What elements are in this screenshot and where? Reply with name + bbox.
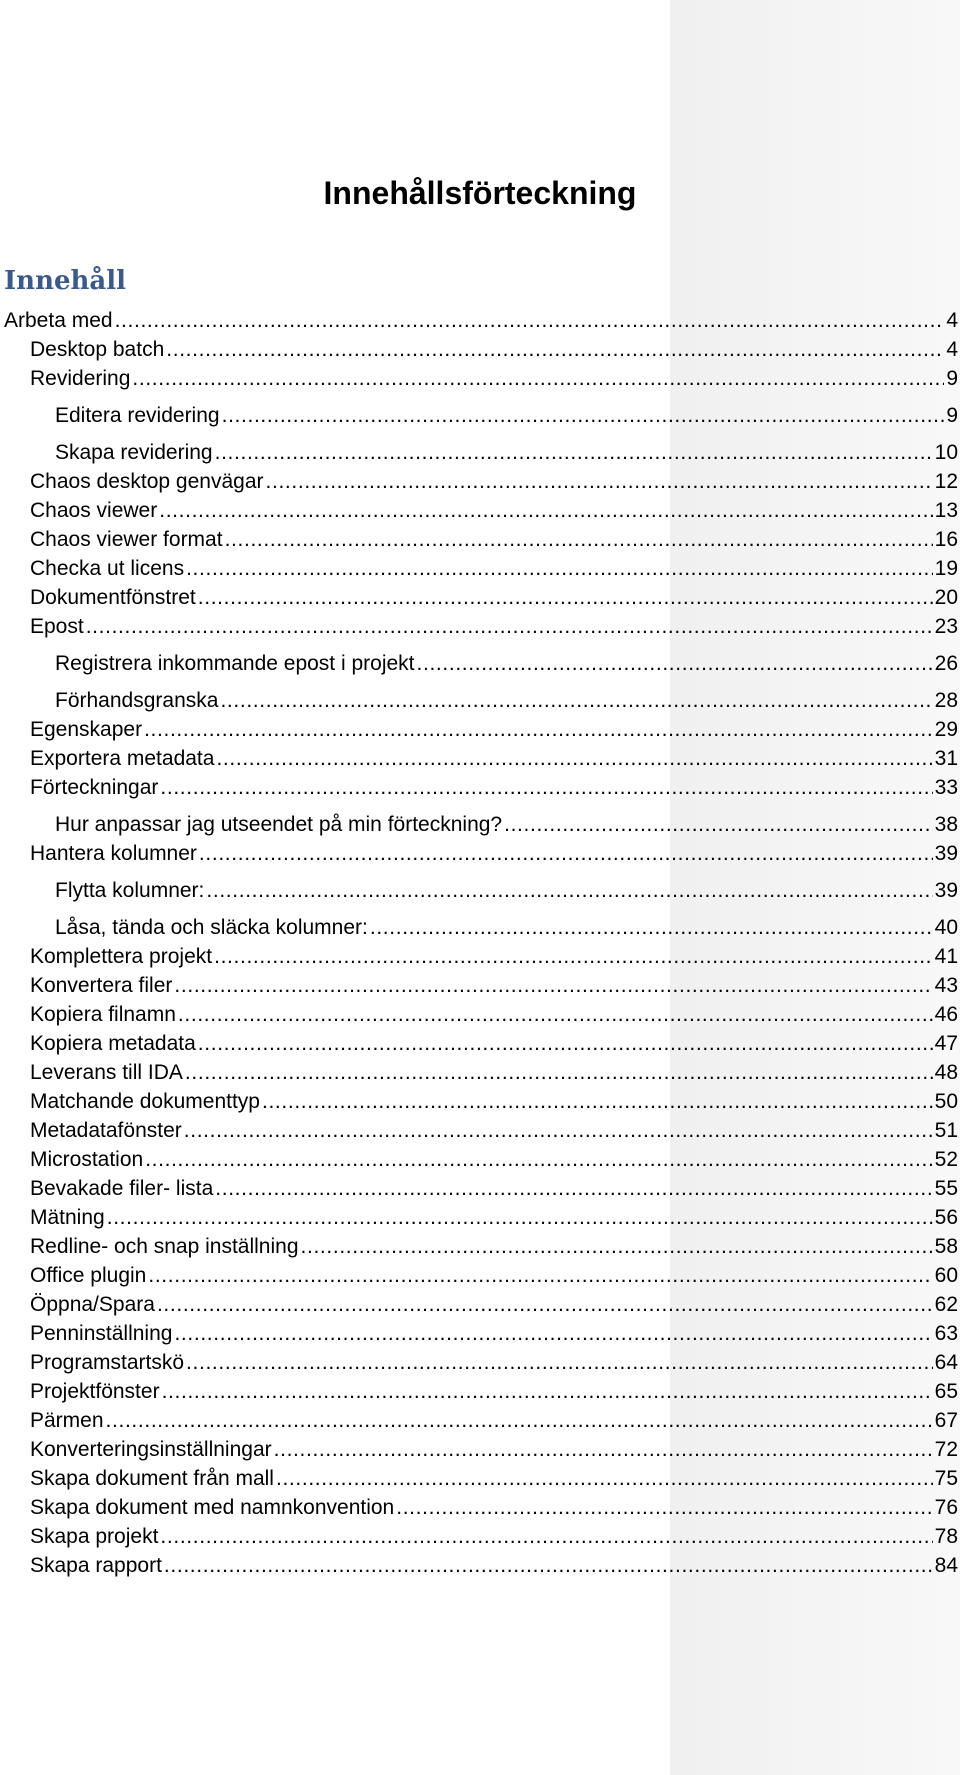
dot-leader xyxy=(370,915,933,941)
toc-entry[interactable] xyxy=(0,838,960,867)
dot-leader xyxy=(160,1524,932,1550)
toc-entry[interactable] xyxy=(0,1318,960,1347)
toc-entry-page-number: 38 xyxy=(934,813,958,836)
dot-leader xyxy=(262,1089,933,1115)
toc-entry-label: Konverteringsinställningar xyxy=(30,1438,272,1461)
dot-leader xyxy=(160,775,932,801)
toc-entry-label: Chaos viewer xyxy=(30,499,158,522)
toc-entry[interactable] xyxy=(0,941,960,970)
toc-entry[interactable] xyxy=(0,466,960,495)
toc-entry-page-number: 51 xyxy=(934,1119,958,1142)
toc-entry-label: Epost xyxy=(30,615,84,638)
dot-leader xyxy=(185,1060,933,1086)
toc-entry-page-number: 41 xyxy=(934,945,958,968)
toc-entry-page-number: 10 xyxy=(934,441,958,464)
toc-entry-label: Microstation xyxy=(30,1148,144,1171)
toc-entry[interactable] xyxy=(0,1463,960,1492)
toc-entry-page-number: 33 xyxy=(934,776,958,799)
dot-leader xyxy=(107,1205,933,1231)
dot-leader xyxy=(417,651,933,677)
dot-leader xyxy=(276,1466,933,1492)
toc-heading: Innehåll xyxy=(4,266,127,296)
toc-entry[interactable] xyxy=(0,1550,960,1579)
toc-entry-page-number: 62 xyxy=(934,1293,958,1316)
toc-entry-page-number: 28 xyxy=(934,689,958,712)
dot-leader xyxy=(166,337,944,363)
toc-entry-page-number: 65 xyxy=(934,1380,958,1403)
dot-leader xyxy=(222,403,945,429)
toc-entry-label: Flytta kolumner: xyxy=(55,879,205,902)
dot-leader xyxy=(266,469,933,495)
toc-entry[interactable] xyxy=(0,1231,960,1260)
toc-entry-label: Egenskaper xyxy=(30,718,143,741)
dot-leader xyxy=(199,841,933,867)
toc-entry-label: Chaos viewer format xyxy=(30,528,223,551)
dot-leader xyxy=(216,746,932,772)
toc-entry-label: Leverans till IDA xyxy=(30,1061,183,1084)
dot-leader xyxy=(106,1408,933,1434)
toc-entry[interactable] xyxy=(0,640,960,677)
toc-entry[interactable] xyxy=(0,714,960,743)
dot-leader xyxy=(274,1437,933,1463)
toc-entry-page-number: 60 xyxy=(934,1264,958,1287)
toc-entry-page-number: 16 xyxy=(934,528,958,551)
toc-entry-page-number: 56 xyxy=(934,1206,958,1229)
toc-entry[interactable] xyxy=(0,1492,960,1521)
toc-entry[interactable] xyxy=(0,1173,960,1202)
toc-entry-label: Projektfönster xyxy=(30,1380,160,1403)
toc-entry-page-number: 19 xyxy=(934,557,958,580)
toc-entry-label: Registrera inkommande epost i projekt xyxy=(55,652,415,675)
toc-entry[interactable] xyxy=(0,305,960,334)
toc-entry-page-number: 4 xyxy=(946,338,958,361)
toc-entry-label: Skapa dokument med namnkonvention xyxy=(30,1496,395,1519)
toc-entry-page-number: 9 xyxy=(946,404,958,427)
dot-leader xyxy=(215,440,933,466)
dot-leader xyxy=(198,1031,933,1057)
toc-entry-page-number: 12 xyxy=(934,470,958,493)
dot-leader xyxy=(206,878,932,904)
dot-leader xyxy=(504,812,933,838)
toc-entry-label: Programstartskö xyxy=(30,1351,185,1374)
dot-leader xyxy=(174,1321,932,1347)
toc-entry-label: Bevakade filer- lista xyxy=(30,1177,214,1200)
toc-entry-page-number: 78 xyxy=(934,1525,958,1548)
dot-leader xyxy=(184,1118,933,1144)
toc-entry-label: Kopiera metadata xyxy=(30,1032,196,1055)
toc-entry-label: Chaos desktop genvägar xyxy=(30,470,264,493)
toc-entry-page-number: 40 xyxy=(934,916,958,939)
toc-entry-label: Mätning xyxy=(30,1206,105,1229)
toc-entry-label: Öppna/Spara xyxy=(30,1293,155,1316)
toc-entry-label: Office plugin xyxy=(30,1264,147,1287)
toc-entry[interactable] xyxy=(0,1057,960,1086)
toc-entry-label: Hur anpassar jag utseendet på min förteckning? xyxy=(55,813,503,836)
dot-leader xyxy=(157,1292,933,1318)
toc-entry-label: Komplettera projekt xyxy=(30,945,213,968)
toc-entry[interactable] xyxy=(0,1521,960,1550)
toc-entry-label: Revidering xyxy=(30,367,131,390)
toc-entry-label: Skapa rapport xyxy=(30,1554,162,1577)
toc-entry-page-number: 29 xyxy=(934,718,958,741)
toc-entry-page-number: 63 xyxy=(934,1322,958,1345)
toc-entry[interactable] xyxy=(0,429,960,466)
dot-leader xyxy=(220,688,932,714)
dot-leader xyxy=(215,1176,932,1202)
dot-leader xyxy=(162,1379,933,1405)
toc-entry-label: Låsa, tända och släcka kolumner: xyxy=(55,916,368,939)
toc-entry[interactable] xyxy=(0,524,960,553)
toc-entry-page-number: 58 xyxy=(934,1235,958,1258)
toc-entry-page-number: 9 xyxy=(946,367,958,390)
toc-entry-page-number: 20 xyxy=(934,586,958,609)
toc-entry[interactable] xyxy=(0,553,960,582)
toc-entry[interactable] xyxy=(0,801,960,838)
toc-entry[interactable] xyxy=(0,1260,960,1289)
toc-entry-page-number: 46 xyxy=(934,1003,958,1026)
dot-leader xyxy=(186,556,933,582)
toc-entry[interactable] xyxy=(0,1289,960,1318)
toc-entry-page-number: 4 xyxy=(946,309,958,332)
toc-entry-page-number: 31 xyxy=(934,747,958,770)
toc-entry[interactable] xyxy=(0,904,960,941)
dot-leader xyxy=(132,366,944,392)
toc-entry-page-number: 47 xyxy=(934,1032,958,1055)
toc-entry-label: Penninställning xyxy=(30,1322,173,1345)
toc-entry[interactable] xyxy=(0,1202,960,1231)
table-of-contents xyxy=(0,305,960,1579)
dot-leader xyxy=(186,1350,933,1376)
toc-entry[interactable] xyxy=(0,1434,960,1463)
toc-entry[interactable] xyxy=(0,582,960,611)
toc-entry[interactable] xyxy=(0,1028,960,1057)
toc-entry[interactable] xyxy=(0,999,960,1028)
toc-entry[interactable] xyxy=(0,1347,960,1376)
toc-entry[interactable] xyxy=(0,772,960,801)
toc-entry-label: Skapa revidering xyxy=(55,441,213,464)
dot-leader xyxy=(178,1002,933,1028)
toc-entry[interactable] xyxy=(0,611,960,640)
dot-leader xyxy=(396,1495,932,1521)
toc-entry-page-number: 48 xyxy=(934,1061,958,1084)
toc-entry-label: Editera revidering xyxy=(55,404,220,427)
toc-entry-label: Redline- och snap inställning xyxy=(30,1235,299,1258)
toc-entry[interactable] xyxy=(0,677,960,714)
toc-entry[interactable] xyxy=(0,1144,960,1173)
toc-entry-page-number: 39 xyxy=(934,842,958,865)
toc-entry-label: Dokumentfönstret xyxy=(30,586,196,609)
toc-entry-page-number: 75 xyxy=(934,1467,958,1490)
dot-leader xyxy=(148,1263,932,1289)
toc-entry-label: Kopiera filnamn xyxy=(30,1003,176,1026)
toc-entry-label: Förhandsgranska xyxy=(55,689,219,712)
dot-leader xyxy=(225,527,933,553)
toc-entry[interactable] xyxy=(0,1376,960,1405)
toc-entry-label: Checka ut licens xyxy=(30,557,185,580)
toc-entry-page-number: 76 xyxy=(934,1496,958,1519)
dot-leader xyxy=(144,717,933,743)
toc-entry-page-number: 43 xyxy=(934,974,958,997)
toc-entry-label: Hantera kolumner xyxy=(30,842,197,865)
dot-leader xyxy=(198,585,933,611)
toc-entry-label: Arbeta med xyxy=(4,309,113,332)
toc-entry[interactable] xyxy=(0,1086,960,1115)
dot-leader xyxy=(159,498,932,524)
toc-entry-page-number: 84 xyxy=(934,1554,958,1577)
toc-entry-label: Förteckningar xyxy=(30,776,159,799)
toc-entry[interactable] xyxy=(0,743,960,772)
dot-leader xyxy=(301,1234,933,1260)
toc-entry[interactable] xyxy=(0,867,960,904)
toc-entry-label: Matchande dokumenttyp xyxy=(30,1090,260,1113)
toc-entry[interactable] xyxy=(0,1115,960,1144)
dot-leader xyxy=(115,308,945,334)
toc-entry-label: Skapa projekt xyxy=(30,1525,159,1548)
toc-entry[interactable] xyxy=(0,970,960,999)
toc-entry[interactable] xyxy=(0,363,960,392)
toc-entry-page-number: 64 xyxy=(934,1351,958,1374)
toc-entry[interactable] xyxy=(0,495,960,524)
toc-entry-page-number: 52 xyxy=(934,1148,958,1171)
dot-leader xyxy=(174,973,932,999)
toc-entry-label: Desktop batch xyxy=(30,338,165,361)
dot-leader xyxy=(86,614,933,640)
toc-entry-label: Konvertera filer xyxy=(30,974,173,997)
toc-entry-page-number: 67 xyxy=(934,1409,958,1432)
toc-entry-page-number: 50 xyxy=(934,1090,958,1113)
toc-entry-page-number: 39 xyxy=(934,879,958,902)
page-title: Innehållsförteckning xyxy=(323,175,637,211)
toc-entry-label: Exportera metadata xyxy=(30,747,215,770)
toc-entry[interactable] xyxy=(0,392,960,429)
toc-entry-page-number: 72 xyxy=(934,1438,958,1461)
dot-leader xyxy=(214,944,933,970)
toc-entry-page-number: 26 xyxy=(934,652,958,675)
toc-entry-page-number: 13 xyxy=(934,499,958,522)
dot-leader xyxy=(164,1553,933,1579)
toc-entry-label: Skapa dokument från mall xyxy=(30,1467,274,1490)
toc-entry[interactable] xyxy=(0,334,960,363)
toc-entry-label: Metadatafönster xyxy=(30,1119,182,1142)
toc-entry-page-number: 23 xyxy=(934,615,958,638)
toc-entry[interactable] xyxy=(0,1405,960,1434)
dot-leader xyxy=(145,1147,932,1173)
toc-entry-label: Pärmen xyxy=(30,1409,104,1432)
toc-entry-page-number: 55 xyxy=(934,1177,958,1200)
